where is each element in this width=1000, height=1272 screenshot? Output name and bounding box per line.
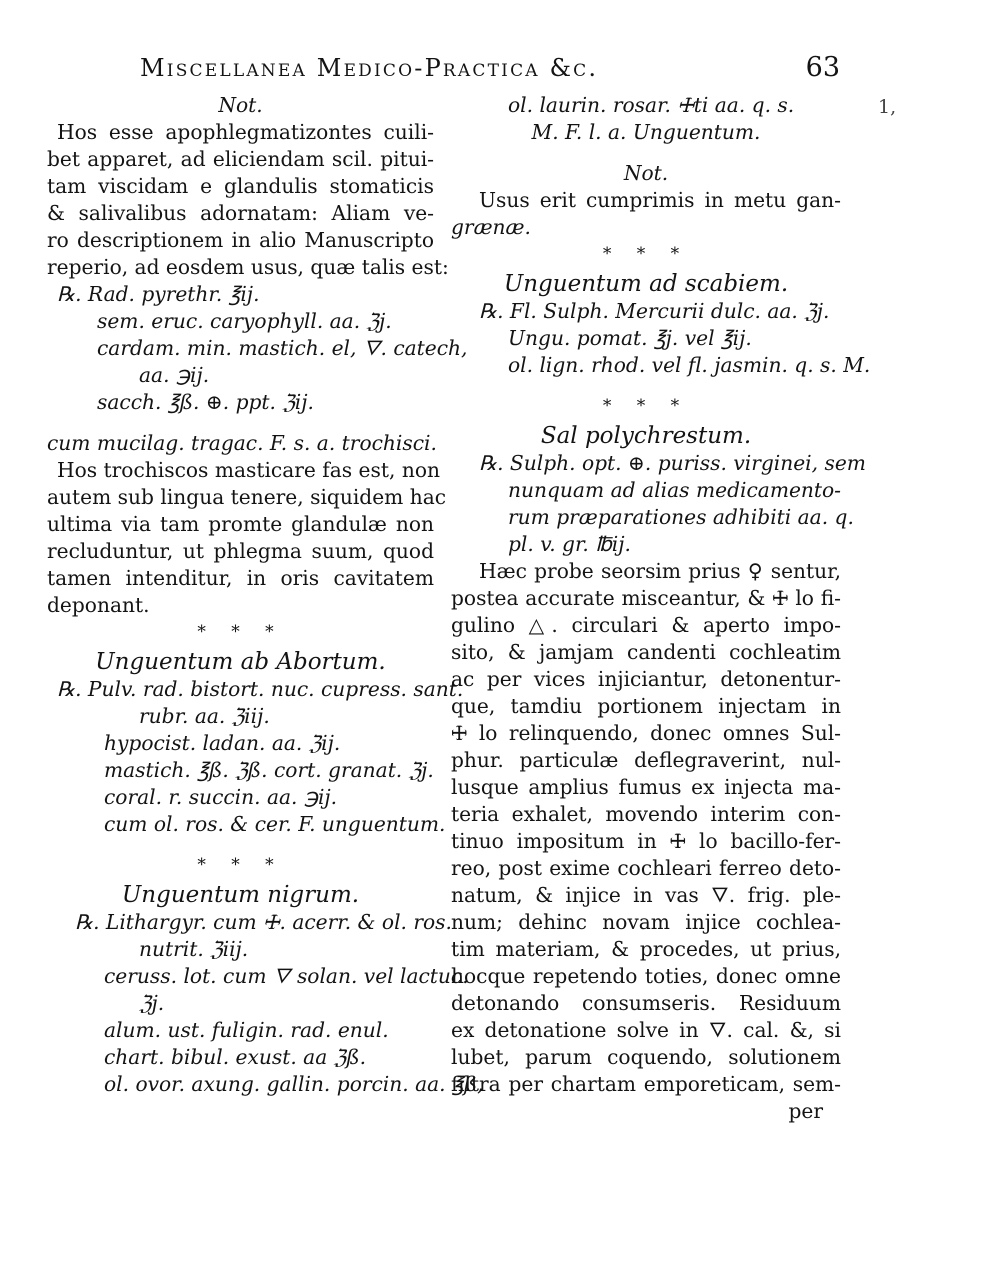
left-column-line: tamen intenditur, in oris cavitatem [47, 566, 434, 590]
page-header [140, 52, 840, 92]
right-column-line: Hæc probe seorsim prius ♀ sentur, [479, 559, 841, 583]
left-column-line [47, 416, 434, 430]
left-column-line: coral. r. succin. aa. ℈ij. [104, 785, 338, 809]
right-column-line: Ungu. pomat. ℥j. vel ℥ij. [508, 326, 752, 350]
left-column-line: ℞. Pulv. rad. bistort. nuc. cupress. sant. [57, 677, 464, 701]
right-column-line: ℞. Sulph. opt. ⊕. puriss. virginei, sem [479, 451, 866, 475]
right-column-line: reo, post exime cochleari ferreo deto- [451, 856, 841, 880]
left-column-line: mastich. ℥ß. ℨß. cort. granat. ℨj. [104, 758, 434, 782]
left-column-line [47, 838, 434, 852]
left-column-line: ℨj. [139, 991, 165, 1015]
left-column-line: ceruss. lot. cum 🜄 solan. vel lactuc. [104, 964, 469, 988]
right-column-line: nunquam ad alias medicamento- [508, 478, 841, 502]
right-column-line: grænæ. [451, 215, 531, 239]
right-column-line: ol. laurin. rosar. 🜊ti aa. q. s. [508, 93, 795, 117]
right-column-line: 🜊 lo relinquendo, donec omnes Sul- [451, 721, 841, 745]
right-column-line: que, tamdiu portionem injectam in [451, 694, 841, 718]
left-column-line: alum. ust. fuligin. rad. enul. [104, 1018, 389, 1042]
right-column-line: Unguentum ad scabiem. [503, 271, 789, 297]
right-column-line: tinuo impositum in 🜊 lo bacillo-fer- [451, 829, 841, 853]
left-column-line: tam viscidam e glandulis stomaticis [47, 174, 434, 198]
left-column-line: hypocist. ladan. aa. ℨij. [104, 731, 341, 755]
left-column-line: deponant. [47, 593, 150, 617]
right-column-line: Usus erit cumprimis in metu gan- [479, 188, 841, 212]
left-column [47, 92, 484, 1098]
right-column-line: filtra per chartam emporeticam, sem- [451, 1072, 841, 1096]
right-column-line: * * * [602, 396, 690, 416]
right-column-line: gulino △. circulari & aperto impo- [451, 613, 841, 637]
left-column-line: ro descriptionem in alio Manuscripto [47, 228, 434, 252]
left-column-line: Not. [218, 93, 263, 117]
right-column-line: lusque amplius fumus ex injecta ma- [451, 775, 841, 799]
left-column-line: sem. eruc. caryophyll. aa. ℨj. [97, 309, 392, 333]
left-column-line: Unguentum ab Abortum. [95, 649, 386, 675]
left-column-line: reperio, ad eosdem usus, quæ talis est: [47, 255, 449, 279]
right-column-line: tim materiam, & procedes, ut prius, [451, 937, 841, 961]
left-column-line: Hos esse apophlegmatizontes cuili- [57, 120, 434, 144]
left-column-line: rubr. aa. ℨiij. [139, 704, 270, 728]
margin-mark: 1, [878, 96, 897, 118]
left-column-line: * * * [197, 855, 284, 875]
right-column-line: M. F. l. a. Unguentum. [531, 120, 761, 144]
right-column-line: * * * [602, 244, 690, 264]
right-column-line: hocque repetendo toties, donec omne [451, 964, 841, 988]
left-column-line: sacch. ℥ß. ⊕. ppt. ℨij. [97, 390, 314, 414]
right-column-line: rum præparationes adhibiti aa. q. [508, 505, 854, 529]
right-column-line: teria exhalet, movendo interim con- [451, 802, 841, 826]
left-column-line: recluduntur, ut phlegma suum, quod [47, 539, 434, 563]
running-title: Miscellanea Medico-Practica &c. [140, 54, 599, 82]
right-column-line: natum, & injice in vas 🜄. frig. ple- [451, 883, 841, 907]
left-column-line: bet apparet, ad eliciendam scil. pitui- [47, 147, 434, 171]
left-column-line: ultima via tam promte glandulæ non [47, 512, 434, 536]
right-column-line: Not. [623, 161, 669, 185]
right-column-line: per [788, 1099, 823, 1123]
page-number: 63 [805, 52, 840, 83]
right-column-line [451, 379, 841, 393]
right-column-line: ol. lign. rhod. vel fl. jasmin. q. s. M. [508, 353, 871, 377]
left-column-line: chart. bibul. exust. aa ℨß. [104, 1045, 367, 1069]
right-column-line: Sal polychrestum. [540, 423, 752, 449]
left-column-line: cum mucilag. tragac. F. s. a. trochisci. [47, 431, 437, 455]
left-column-line: & salivalibus adornatam: Aliam ve- [47, 201, 434, 225]
right-column-line: ex detonatione solve in 🜄. cal. &, si [451, 1018, 841, 1042]
left-column-line: ol. ovor. axung. gallin. porcin. aa. ℥ß, [104, 1072, 484, 1096]
left-column-line: Hos trochiscos masticare fas est, non [57, 458, 440, 482]
right-column-line: ac per vices injiciantur, detonentur- [451, 667, 841, 691]
right-column-line: sito, & jamjam candenti cochleatim [451, 640, 841, 664]
right-column-line: postea accurate misceantur, & 🜊 lo fi- [451, 586, 841, 610]
right-column [451, 92, 871, 1125]
left-column-line: aa. ℈ij. [139, 363, 210, 387]
left-column-line: cardam. min. mastich. el, 🜄. catech, [97, 336, 468, 360]
right-column-line: lubet, parum coquendo, solutionem [451, 1045, 841, 1069]
left-column-line: autem sub lingua tenere, siquidem hac [47, 485, 447, 509]
left-column-line: cum ol. ros. & cer. F. unguentum. [104, 812, 446, 836]
right-column-line [451, 146, 841, 160]
left-column-line: ℞. Rad. pyrethr. ℥ij. [57, 282, 260, 306]
left-column-line: nutrit. ℨiij. [139, 937, 249, 961]
right-column-line: pl. v. gr. ℔ij. [508, 532, 631, 556]
left-column-line: Unguentum nigrum. [121, 882, 360, 908]
right-column-line: detonando consumseris. Residuum [451, 991, 841, 1015]
left-column-line: ℞. Lithargyr. cum 🜊. acerr. & ol. ros. [75, 910, 452, 934]
right-column-line: num; dehinc novam injice cochlea- [451, 910, 841, 934]
right-column-line: phur. particulæ deflegraverint, nul- [451, 748, 841, 772]
left-column-line: * * * [197, 622, 284, 642]
right-column-line: ℞. Fl. Sulph. Mercurii dulc. aa. ℨj. [479, 299, 830, 323]
